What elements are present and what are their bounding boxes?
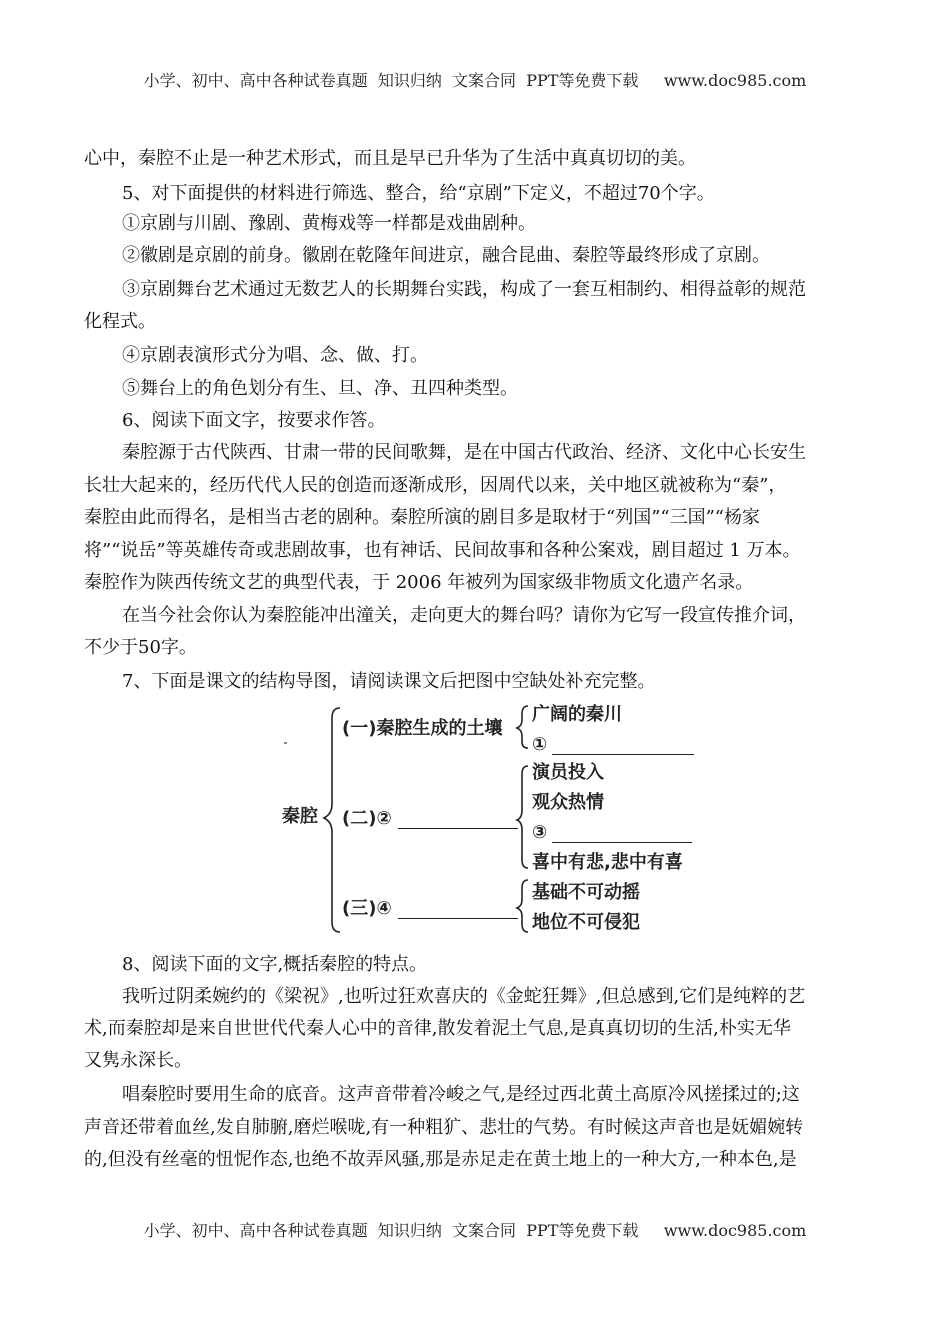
material-2: ②徽剧是京剧的前身。徽剧在乾隆年间进京，融合昆曲、秦腔等最终形成了京剧。 — [122, 245, 770, 266]
question-6-prompt: 在当今社会你认为秦腔能冲出潼关，走向更大的舞台吗？请你为它写一段宣传推介词， — [122, 605, 806, 626]
sub-brace-2 — [517, 766, 528, 868]
passage-line: 的,但没有丝毫的忸怩作态,也绝不故弄风骚,那是赤足走在黄土地上的一种大方,一种本色,是 — [84, 1149, 797, 1170]
sub-brace-3 — [517, 880, 528, 932]
passage-line: 术,而秦腔却是来自世世代代秦人心中的音律,散发着泥土气息,是真真切切的生活,朴实无华 — [84, 1018, 791, 1039]
diagram-s2-blank-label: ③ — [532, 822, 548, 843]
material-1: ①京剧与川剧、豫剧、黄梅戏等一样都是戏曲剧种。 — [122, 213, 536, 234]
diagram-s2-item: 喜中有悲,悲中有喜 — [532, 852, 683, 873]
passage-line: 长壮大起来的，经历代代人民的创造而逐渐成形，因周代以来，关中地区就被称为“秦”， — [84, 475, 787, 496]
passage-line: 唱秦腔时要用生命的底音。这声音带着冷峻之气,是经过西北黄土高原冷风搓揉过的;这 — [122, 1084, 800, 1105]
structure-diagram — [270, 700, 730, 940]
answer-blank-2[interactable] — [398, 828, 518, 829]
material-4: ④京剧表演形式分为唱、念、做、打。 — [122, 345, 428, 366]
diagram-s2-item: 演员投入 — [532, 762, 604, 783]
passage-line: 秦腔源于古代陕西、甘肃一带的民间歌舞，是在中国古代政治、经济、文化中心长安生 — [122, 442, 806, 463]
question-7: 7、下面是课文的结构导图，请阅读课文后把图中空缺处补充完整。 — [122, 671, 656, 692]
question-5: 5、对下面提供的材料进行筛选、整合，给“京剧”下定义，不超过70个字。 — [122, 183, 715, 204]
diagram-section-1: (一)秦腔生成的土壤 — [342, 718, 503, 739]
answer-blank-3[interactable] — [552, 842, 692, 843]
passage-line: 将”“说岳”等英雄传奇或悲剧故事，也有神话、民间故事和各种公案戏，剧目超过 1 万本。 — [84, 540, 801, 561]
answer-blank-4[interactable] — [398, 918, 518, 919]
diagram-section-2: (二)② — [342, 808, 392, 829]
answer-blank-1[interactable] — [552, 754, 694, 755]
diagram-s3-item: 基础不可动摇 — [532, 882, 640, 903]
page-header: 小学、初中、高中各种试卷真题 知识归纳 文案合同 PPT等免费下载 www.doc985.com — [143, 71, 807, 90]
passage-line: 秦腔由此而得名，是相当古老的剧种。秦腔所演的剧目多是取材于“列国”“三国”“杨家 — [84, 507, 761, 528]
material-5: ⑤舞台上的角色划分有生、旦、净、丑四种类型。 — [122, 378, 518, 399]
question-8: 8、阅读下面的文字,概括秦腔的特点。 — [122, 954, 428, 975]
passage-line: 又隽永深长。 — [84, 1050, 192, 1071]
diagram-s2-item: 观众热情 — [532, 792, 604, 813]
diagram-s3-item: 地位不可侵犯 — [532, 912, 640, 933]
question-6-prompt-cont: 不少于50字。 — [84, 637, 197, 658]
diagram-s1-blank-label: ① — [532, 734, 548, 755]
passage-line: 我听过阴柔婉约的《梁祝》,也听过狂欢喜庆的《金蛇狂舞》,但总感到,它们是纯粹的艺 — [122, 986, 806, 1007]
diagram-s1-item: 广阔的秦川 — [532, 704, 622, 725]
diagram-section-3: (三)④ — [342, 898, 392, 919]
material-3-cont: 化程式。 — [84, 311, 156, 332]
question-6: 6、阅读下面文字，按要求作答。 — [122, 410, 386, 431]
material-3: ③京剧舞台艺术通过无数艺人的长期舞台实践，构成了一套互相制约、相得益彰的规范 — [122, 279, 806, 300]
root-brace — [324, 708, 340, 932]
passage-line: 秦腔作为陕西传统文艺的典型代表，于 2006 年被列为国家级非物质文化遗产名录。 — [84, 572, 754, 593]
passage-line: 声音还带着血丝,发自肺腑,磨烂喉咙,有一种粗犷、悲壮的气势。有时候这声音也是妩媚婉转 — [84, 1117, 804, 1138]
diagram-root: 秦腔 — [282, 806, 318, 827]
page-footer: 小学、初中、高中各种试卷真题 知识归纳 文案合同 PPT等免费下载 www.doc985.com — [143, 1221, 807, 1240]
sub-brace-1 — [517, 706, 528, 748]
text-line: 心中，秦腔不止是一种艺术形式，而且是早已升华为了生活中真真切切的美。 — [84, 148, 696, 169]
